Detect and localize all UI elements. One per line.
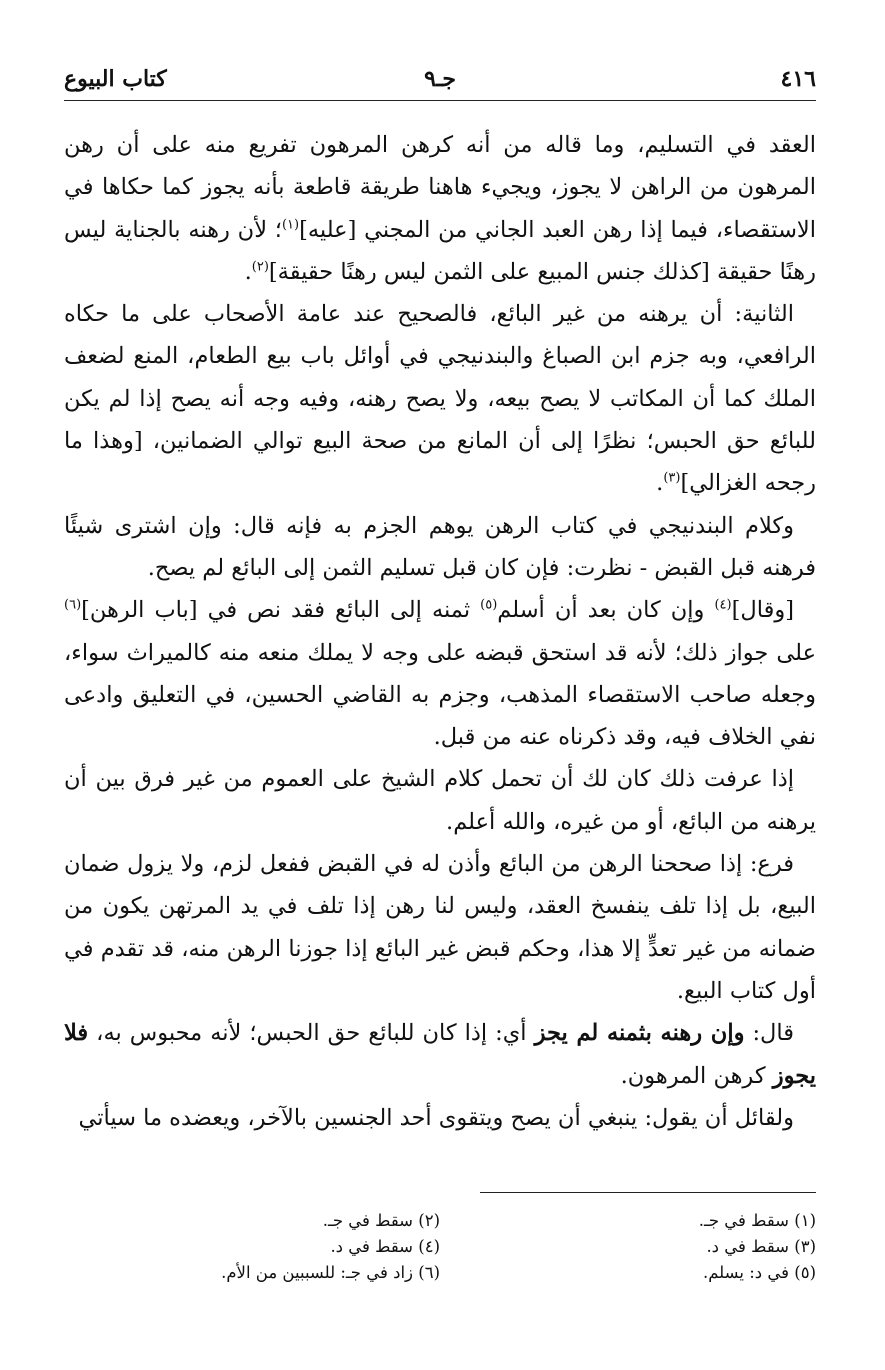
text-run: أي: إذا كان للبائع حق الحبس؛ لأنه محبوس به،: [88, 1020, 535, 1047]
book-title: كتاب البيوع: [64, 66, 167, 92]
running-header: [64, 62, 816, 98]
text-run: الثانية: أن يرهنه من غير البائع، فالصحيح عند عامة الأصحاب على ما حكاه الرافعي، وبه جزم ابن الصباغ والبندنيجي في أوائل باب بيع الطعام، المنع لضعف الملك كما أن المكاتب لا يصح بيعه، ولا يصح رهنه، وفيه وجه أنه يصح إذا لم يكن للبائع حق الحبس؛ نظرًا إلى أن المانع من صحة البيع توالي الضمانين، [وهذا ما رجحه الغزالي]: [64, 301, 816, 497]
paragraph: [64, 505, 816, 590]
main-text: [64, 124, 816, 1139]
text-run: [وقال]: [731, 597, 794, 624]
text-run: إذا عرفت ذلك كان لك أن تحمل كلام الشيخ على العموم من غير فرق بين أن يرهنه من البائع، أو من غيره، والله أعلم.: [64, 766, 816, 835]
text-run: على جواز ذلك؛ لأنه قد استحق قبضه على وجه لا يملك منعه منه كالميراث سواء، وجعله صاحب الاستقصاء المذهب، وجزم به القاضي الحسين، في التعليق وادعى نفي الخلاف فيه، وقد ذكرناه عنه من قبل.: [64, 639, 816, 751]
footnote: (٤) سقط في د.: [330, 1237, 440, 1256]
paragraph: [64, 1097, 816, 1139]
paragraph: [64, 843, 816, 1012]
footnote-ref: (٤): [714, 597, 732, 613]
footnote-ref: (٢): [251, 259, 269, 275]
text-run: العقد في التسليم، وما قاله من أنه كرهن المرهون تفريع منه على أن رهن المرهون من الراهن لا يجوز، ويجيء هاهنا طريقة قاطعة بأنه يجوز كما حكاها في الاستقصاء، فيما إذا رهن العبد الجاني من المجني [عليه]: [64, 132, 817, 243]
footnote-row: [64, 1234, 816, 1260]
footnote-ref: (٦): [64, 597, 82, 613]
footnote: (٢) سقط في جـ.: [322, 1211, 440, 1230]
text-run: وإن رهنه بثمنه لم يجز: [534, 1020, 745, 1047]
volume-label: جـ٩: [424, 66, 456, 92]
text-run: فرع: إذا صححنا الرهن من البائع وأذن له في القبض ففعل لزم، ولا يزول ضمان البيع، بل إذا تلف ينفسخ العقد، وليس لنا رهن إذا تلف في يد المرتهن يكون من ضمانه من غير تعدٍّ إلا هذا، وحكم قبض غير البائع إذا جوزنا الرهن منه، قد تقدم في أول كتاب البيع.: [64, 851, 816, 1004]
footnote: (٥) في د: يسلم.: [702, 1263, 816, 1282]
text-run: وإن كان بعد أن أسلم: [497, 597, 715, 624]
text-run: فلا يجوز: [64, 1020, 816, 1089]
footnote: (٦) زاد في جـ: للسببين من الأم.: [221, 1263, 440, 1282]
text-run: ؛ لأن رهنه بالجناية ليس رهنًا حقيقة [كذلك جنس المبيع على الثمن ليس رهنًا حقيقة]: [64, 216, 816, 285]
text-run: .: [244, 258, 252, 285]
paragraph: [64, 293, 816, 504]
footnote: (٣) سقط في د.: [706, 1237, 816, 1256]
footnote-ref: (٥): [480, 597, 498, 613]
text-run: وكلام البندنيجي في كتاب الرهن يوهم الجزم به فإنه قال: وإن اشترى شيئًا فرهنه قبل القبض - نظرت: فإن كان قبل تسليم الثمن إلى البائع لم يصح.: [64, 512, 816, 581]
text-run: ولقائل أن يقول: ينبغي أن يصح ويتقوى أحد الجنسين بالآخر، ويعضده ما سيأتي: [78, 1104, 794, 1131]
text-run: قال:: [744, 1020, 794, 1047]
paragraph: [64, 1012, 816, 1097]
text-run: .: [656, 470, 664, 497]
footnote-ref: (١): [281, 217, 300, 233]
footnote-ref: (٣): [663, 470, 681, 486]
text-run: كرهن المرهون.: [620, 1062, 773, 1089]
footnotes: [64, 1208, 816, 1286]
page-number: ٤١٦: [780, 66, 816, 92]
paragraph: [64, 124, 816, 293]
header-divider: [64, 100, 816, 101]
text-run: ثمنه إلى البائع فقد نص في [باب الرهن]: [81, 597, 481, 624]
paragraph: [64, 758, 816, 843]
paragraph: [64, 589, 816, 758]
footnote-divider: [480, 1192, 816, 1193]
footnote-row: [64, 1260, 816, 1286]
footnote: (١) سقط في جـ.: [698, 1211, 816, 1230]
footnote-row: [64, 1208, 816, 1234]
